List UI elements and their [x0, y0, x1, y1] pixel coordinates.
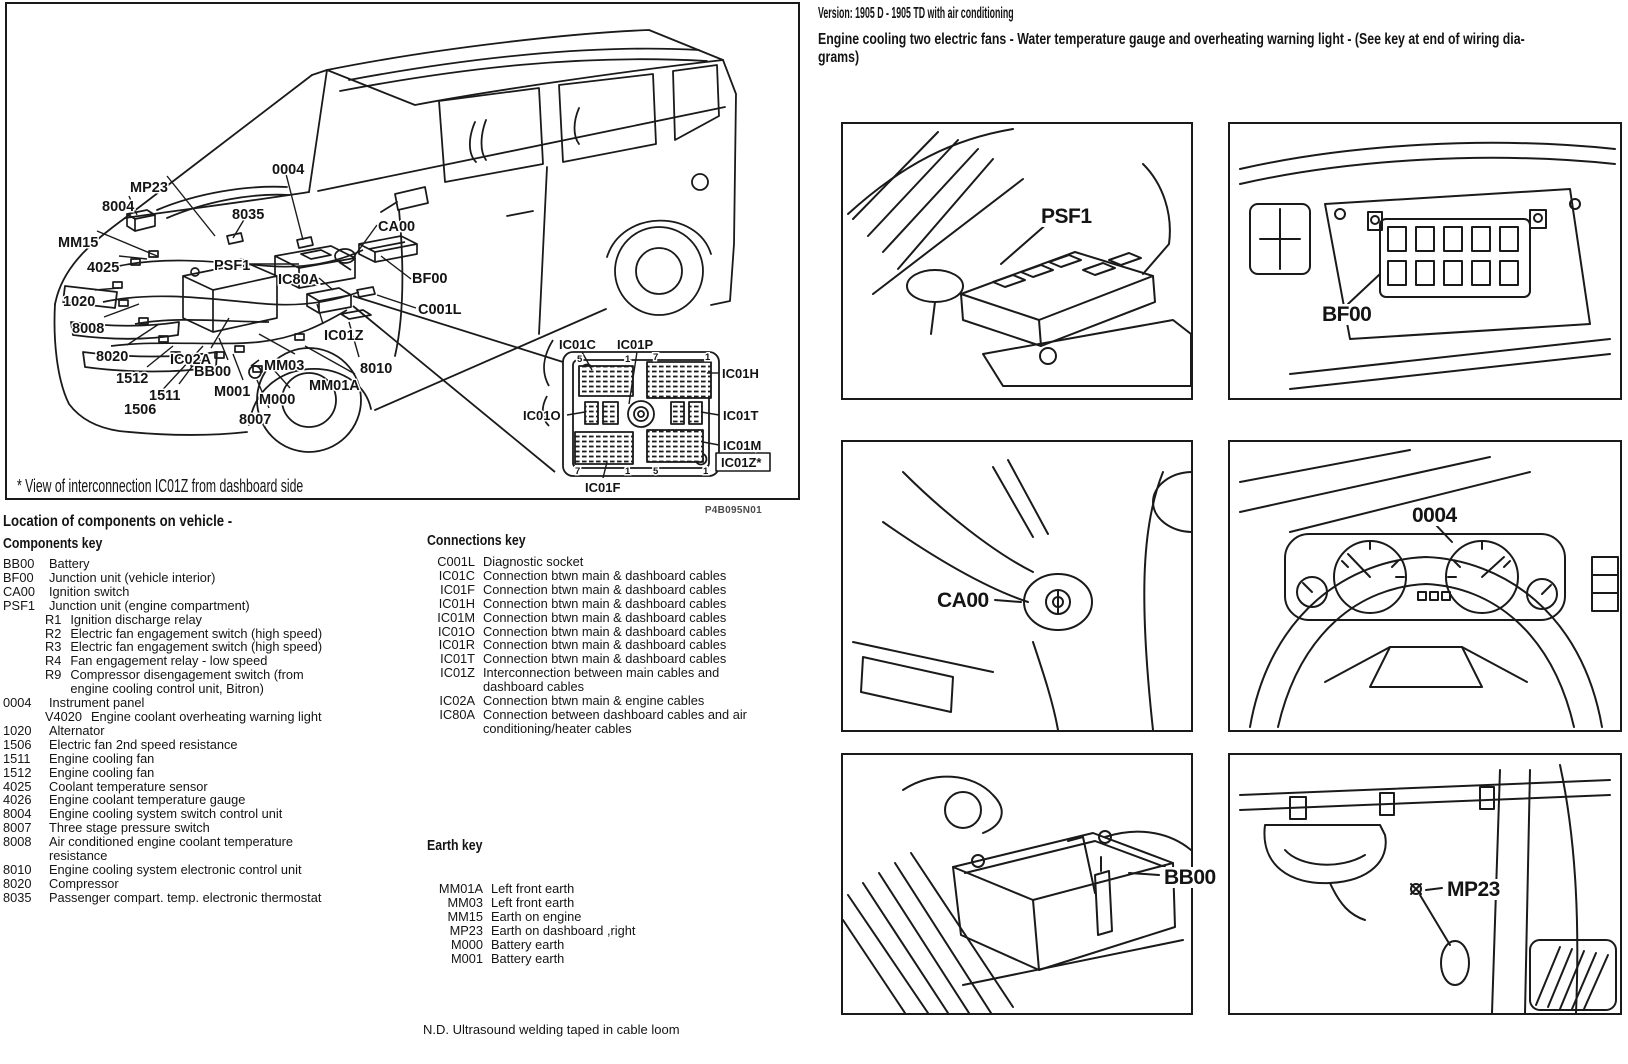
connection-label: Connection btwn main & dashboard cables — [483, 623, 727, 639]
connection-label: Connection btwn main & dashboard cables — [483, 651, 727, 667]
figure-code: P4B095N01 — [704, 505, 762, 516]
component-code: R3 — [45, 639, 62, 655]
connection-code: IC80A — [439, 706, 475, 722]
component-label: Ignition discharge relay — [70, 611, 202, 627]
callout-m001: M001 — [214, 384, 251, 400]
connection-code: IC01T — [440, 651, 475, 667]
connection-label: Connection btwn main & dashboard cables — [483, 609, 727, 625]
component-code: PSF1 — [3, 597, 36, 613]
component-label: Electric fan 2nd speed resistance — [49, 736, 238, 752]
connection-code: IC01H — [438, 595, 475, 611]
key-row — [45, 640, 405, 654]
callout-8004: 8004 — [102, 199, 135, 215]
callout-ic80a: IC80A — [278, 272, 320, 288]
earth-label: Left front earth — [491, 894, 575, 910]
engine-bay-sketch — [848, 129, 1191, 386]
inset-label-ic01m: IC01M — [723, 438, 762, 453]
key-row — [413, 611, 787, 625]
location-title: Location of components on vehicle - — [3, 513, 233, 530]
component-label: Three stage pressure switch — [49, 820, 210, 836]
key-row — [3, 793, 405, 807]
component-label: Air conditioned engine coolant temperature resistance — [49, 834, 294, 864]
photo-panel-mp23 — [1228, 753, 1622, 1015]
component-label: Passenger compart. temp. electronic thermostat — [49, 889, 322, 905]
key-row — [413, 652, 787, 666]
connection-label: Connection btwn main & dashboard cables — [483, 637, 727, 653]
inset-label-ic01o: IC01O — [523, 408, 561, 423]
inset-label-ic01t: IC01T — [723, 408, 759, 423]
key-row — [3, 891, 405, 905]
key-row — [413, 666, 787, 694]
key-row — [3, 807, 405, 821]
key-row — [3, 863, 405, 877]
component-code: 1512 — [3, 764, 32, 780]
earth-label: Earth on dashboard ,right — [491, 922, 636, 938]
key-row — [413, 896, 787, 910]
connection-code: IC01O — [438, 623, 475, 639]
callout-ca00: CA00 — [378, 219, 416, 235]
component-label: Engine coolant overheating warning light — [91, 708, 322, 724]
subtitle-line-2: grams) — [818, 49, 860, 66]
vehicle-diagram — [7, 4, 798, 498]
component-code: 8008 — [3, 834, 32, 850]
component-code: 1511 — [3, 750, 31, 766]
earth-code: M000 — [450, 936, 483, 952]
connection-label: Interconnection between main cables and dashboard cables — [483, 665, 720, 695]
connection-label: Connection btwn main & dashboard cables — [483, 567, 727, 583]
inset-label-ic01p: IC01P — [617, 337, 654, 352]
callout-bb00: BB00 — [194, 364, 232, 380]
key-row — [413, 708, 787, 736]
component-label: Alternator — [49, 722, 105, 738]
callout-8010: 8010 — [360, 361, 393, 377]
component-label: Engine cooling fan — [49, 750, 155, 766]
earth-code: MP23 — [449, 922, 483, 938]
key-row — [3, 752, 405, 766]
callout-8020: 8020 — [96, 349, 129, 365]
earth-label: Battery earth — [491, 936, 565, 952]
key-row — [413, 569, 787, 583]
component-code: 8007 — [3, 820, 32, 836]
subtitle-line-1: Engine cooling two electric fans - Water temperature gauge and overheating warning light - (See key at end of wiring dia- — [818, 31, 1525, 48]
key-row — [3, 696, 405, 710]
key-row — [413, 694, 787, 708]
callout-mm01a: MM01A — [309, 378, 360, 394]
component-code: 8010 — [3, 861, 32, 877]
callout-1506: 1506 — [124, 402, 157, 418]
key-row — [3, 766, 405, 780]
earth-key-list — [413, 882, 787, 965]
callout-c001l: C001L — [418, 302, 462, 318]
callout-8008: 8008 — [72, 321, 105, 337]
component-code: 1506 — [3, 736, 32, 752]
callout-mm15: MM15 — [58, 235, 99, 251]
component-code: R2 — [45, 625, 62, 641]
connection-label: Connection btwn main & dashboard cables — [483, 581, 727, 597]
key-row — [3, 557, 405, 571]
key-row — [45, 613, 405, 627]
key-row — [413, 938, 787, 952]
callout-1020: 1020 — [63, 294, 96, 310]
components-key-list — [3, 557, 405, 905]
component-label: Engine cooling system switch control unit — [49, 806, 283, 822]
component-label: Electric fan engagement switch (high speed) — [70, 625, 323, 641]
key-row — [413, 625, 787, 639]
earth-label: Left front earth — [491, 881, 575, 896]
key-row — [3, 835, 405, 863]
callout-ic02a: IC02A — [170, 352, 212, 368]
component-label: Fan engagement relay - low speed — [70, 653, 268, 669]
component-code: R9 — [45, 667, 62, 683]
inset-pin-number: 1 — [625, 354, 631, 365]
inset-pin-number: 7 — [653, 352, 659, 363]
battery-sketch — [843, 777, 1191, 1013]
key-row — [45, 668, 405, 696]
component-label: Engine coolant temperature gauge — [49, 792, 246, 808]
earth-label: Earth on engine — [491, 908, 582, 924]
key-row — [3, 724, 405, 738]
key-row — [413, 952, 787, 966]
key-row — [413, 910, 787, 924]
ic01z-inset-detail — [353, 296, 770, 478]
component-label: Battery — [49, 556, 90, 571]
panel-label-0004: 0004 — [1412, 504, 1457, 527]
panel-label-bb00: BB00 — [1164, 866, 1216, 889]
panel-label-mp23: MP23 — [1447, 878, 1500, 901]
key-row — [45, 710, 405, 724]
ignition-switch-sketch — [853, 460, 1191, 730]
component-code: CA00 — [3, 583, 36, 599]
nd-note: N.D. Ultrasound welding taped in cable loom — [423, 1022, 680, 1037]
key-row — [3, 821, 405, 835]
earth-label: Battery earth — [491, 950, 565, 966]
key-row — [413, 597, 787, 611]
key-row — [3, 585, 405, 599]
component-code: 0004 — [3, 695, 32, 711]
connection-code: IC01F — [440, 581, 475, 597]
connection-code: IC02A — [439, 693, 475, 709]
component-label: Instrument panel — [49, 695, 145, 711]
callout-1512: 1512 — [116, 371, 149, 387]
callout-bf00: BF00 — [412, 271, 448, 287]
earth-key-title: Earth key — [427, 838, 483, 854]
earth-code: MM03 — [447, 894, 483, 910]
connection-code: IC01M — [437, 609, 475, 625]
key-row — [413, 882, 787, 896]
connection-code: C001L — [437, 554, 475, 569]
callout-1511: 1511 — [149, 388, 181, 404]
key-row — [3, 571, 405, 585]
callout-ic01z: IC01Z — [324, 328, 364, 344]
connection-label: Diagnostic socket — [483, 554, 584, 569]
component-label: Engine cooling fan — [49, 764, 155, 780]
photo-panel-ca00 — [841, 440, 1193, 732]
components-key-title: Components key — [3, 536, 103, 552]
inset-label-ic01z-boxed: IC01Z* — [721, 455, 762, 470]
key-row — [45, 627, 405, 641]
callout-mp23: MP23 — [130, 180, 168, 196]
panel-label-psf1: PSF1 — [1041, 205, 1092, 228]
callout-m000: M000 — [259, 392, 296, 408]
key-row — [45, 654, 405, 668]
callout-mm03: MM03 — [264, 358, 305, 374]
connection-label: Connection between dashboard cables and air conditioning/heater cables — [483, 706, 747, 736]
instrument-cluster-sketch — [1240, 450, 1618, 727]
callout-psf1: PSF1 — [214, 258, 251, 274]
inset-pin-number: 7 — [575, 466, 581, 477]
inset-pin-number: 1 — [625, 466, 631, 477]
inset-pin-number: 5 — [653, 466, 659, 477]
callout-0004: 0004 — [272, 162, 305, 178]
component-label: Compressor — [49, 875, 119, 891]
dashboard-fusebox-sketch — [1240, 143, 1615, 389]
figure-caption: * View of interconnection IC01Z from dashboard side — [17, 476, 304, 496]
component-code: 8020 — [3, 875, 32, 891]
earth-code: MM01A — [438, 881, 483, 896]
component-code: BB00 — [3, 556, 35, 571]
callout-4025: 4025 — [87, 260, 120, 276]
key-row — [413, 583, 787, 597]
inset-label-ic01h: IC01H — [722, 366, 759, 381]
component-label: Engine cooling system electronic control unit — [49, 861, 302, 877]
connection-label: Connection btwn main & engine cables — [483, 693, 705, 709]
key-row — [413, 638, 787, 652]
panel-label-bf00: BF00 — [1322, 303, 1372, 326]
connections-key-title: Connections key — [427, 533, 526, 549]
earth-code: M001 — [450, 950, 483, 966]
component-label: Electric fan engagement switch (high speed) — [70, 639, 323, 655]
inset-label-ic01c: IC01C — [559, 337, 596, 352]
page-header — [818, 5, 1628, 75]
component-label: Compressor disengagement switch (from engine cooling control unit, Bitron) — [70, 667, 304, 697]
key-row — [3, 877, 405, 891]
component-code: R4 — [45, 653, 62, 669]
component-code: V4020 — [45, 708, 83, 724]
component-label: Junction unit (engine compartment) — [49, 597, 250, 613]
connection-code: IC01R — [438, 637, 475, 653]
key-row — [413, 555, 787, 569]
component-label: Ignition switch — [49, 583, 130, 599]
connections-key-list — [413, 555, 787, 736]
inset-pin-number: 1 — [705, 352, 711, 363]
component-code: 8004 — [3, 806, 32, 822]
inset-pin-number: 5 — [577, 354, 583, 365]
callout-8035: 8035 — [232, 207, 265, 223]
version-line: Version: 1905 D - 1905 TD with air conditioning — [818, 5, 1014, 22]
component-code: 4026 — [3, 792, 32, 808]
connection-label: Connection btwn main & dashboard cables — [483, 595, 727, 611]
component-code: 4025 — [3, 778, 32, 794]
key-row — [413, 924, 787, 938]
component-label: Junction unit (vehicle interior) — [49, 569, 216, 585]
photo-panel-bf00 — [1228, 122, 1622, 400]
connection-code: IC01C — [438, 567, 475, 583]
key-row — [3, 738, 405, 752]
photo-panel-psf1 — [841, 122, 1193, 400]
component-code: 1020 — [3, 722, 32, 738]
key-row — [3, 780, 405, 794]
earth-code: MM15 — [447, 908, 483, 924]
inset-pin-number: 1 — [703, 466, 709, 477]
panel-label-ca00: CA00 — [937, 589, 989, 612]
component-code: BF00 — [3, 569, 34, 585]
component-code: 8035 — [3, 889, 32, 905]
footwell-earth-sketch — [1240, 765, 1616, 1013]
inset-label-ic01f: IC01F — [585, 480, 621, 495]
component-code: R1 — [45, 611, 62, 627]
key-row — [3, 599, 405, 613]
connection-code: IC01Z — [440, 665, 475, 681]
component-label: Coolant temperature sensor — [49, 778, 208, 794]
callout-8007: 8007 — [239, 412, 272, 428]
photo-panel-0004 — [1228, 440, 1622, 732]
photo-panel-bb00 — [841, 753, 1216, 1015]
vehicle-location-figure — [5, 2, 800, 500]
